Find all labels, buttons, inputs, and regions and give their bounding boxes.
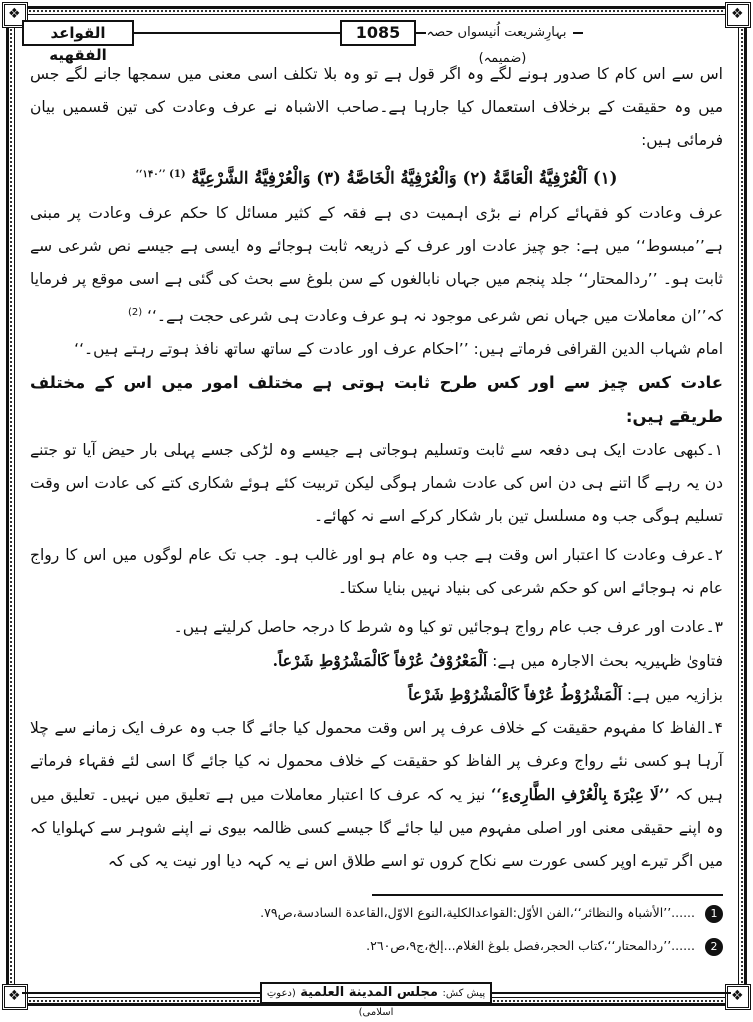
quote-arabic: اَلْمَشْرُوْطُ عُرْفاً كَالْمَشْرُوْطِ شَرْعاً: [408, 684, 622, 704]
footnote-number: 1: [705, 905, 723, 923]
footnote: [60, 903, 723, 923]
list-item-text: نیز یہ کہ عرف کا اعتبار معاملات میں ہے تعلیق میں نہیں۔ تعلیق میں وہ اپنے حقیقی معنی اور اصلی مفہوم میں لیا جائے گا جیسے کسی ظالمہ بیوی نے اپنے شوہر سے کہلوایا کہ میں اگر تیرے اوپر کسی عورت سے نکاح کروں تو اسے طلاق اس نے یہ کہہ دیا اور نیت یہ کی کہ: [30, 785, 723, 870]
list-item: [30, 712, 723, 878]
footnote-text: ......’’الأشباہ والنظائر‘‘،الفن الأوّل:القواعدالکلیة،النوع الاوّل،القاعدة السادسة،ص٧٩.: [260, 905, 696, 920]
quote-arabic: ’’لَا عِبْرَةَ بِالْعُرْفِ الطَّارِیءِ‘‘: [490, 784, 670, 804]
publisher-sub: (دعوتِ اسلامی): [266, 988, 394, 1018]
paragraph-importance-text: عرف وعادت کو فقہائے کرام نے بڑی اہمیت دی ہے فقہ کے کثیر مسائل کا حکم عرف وعادت پر مبنی ہے’’مبسوط‘‘ میں ہے: جو چیز عادت اور عرف کے ذریعہ ثابت ہوجائے وہ ایسی ہے جیسے نص شرعی سے ثابت ہو۔ ’’ردالمحتار‘‘ جلد پنجم میں جہاں نابالغوں کے سن بلوغ سے بحث کی گئی ہے اسی موقع پر فرمایا کہ’’ان معاملات میں جہاں نص شرعی موجود نہ ہو عرف وعادت ہی شرعی حجت ہے۔‘‘: [30, 203, 723, 325]
page-body: [30, 58, 723, 878]
section-title: القواعد الفقهیه: [22, 20, 134, 46]
header-rule: [134, 32, 340, 34]
page-number: 1085: [340, 20, 416, 46]
page-header: [22, 20, 731, 66]
list-item: ۱۔کبھی عادت ایک ہی دفعہ سے ثابت وتسلیم ہوجاتی ہے جیسے وہ لڑکی جسے پہلی بار حیض آیا تو جتنے دن یہ رہے گا اتنے ہی دن اس کی عادت شمار ہوگی لیکن تربیت کئے ہوئے شکاری کتے کی عادت اس وقت تسلیم ہوگی جب وہ مسلسل تین بار شکار کرکے اسے نہ کھائے۔: [30, 440, 723, 525]
footnote: [60, 936, 723, 956]
footnote-text: ......’’ردالمحتار‘‘،کتاب الحجر،فصل بلوغ الغلام...إلخ،ج٩،ص٢٦٠.: [366, 938, 696, 953]
quote-bazazia: [30, 678, 723, 712]
paragraph-qarafi: امام شہاب الدین القرافی فرماتے ہیں: ’’احکام عرف اور عادت کے ساتھ ساتھ نافذ ہوتے رہتے ہیں۔‘‘: [74, 339, 723, 358]
section-heading: عادت کس چیز سے اور کس طرح ثابت ہوتی ہے مختلف امور میں اس کے مختلف طریقے ہیں:: [30, 372, 723, 426]
footnote-divider: [372, 894, 723, 896]
presenter-label: پیش کش:: [442, 988, 486, 999]
list-item: ۳۔عادت اور عرف جب عام رواج ہوجائیں تو کیا وہ شرط کا درجہ حاصل کرلیتے ہیں۔: [173, 617, 723, 636]
paragraph-importance: [30, 197, 723, 333]
book-title-wrap: [416, 20, 583, 66]
publisher-box: [260, 982, 492, 1018]
paragraph-intro: اس سے اس کام کا صدور ہونے لگے وہ اگر قول ہے تو وہ بلا تکلف اسی معنی میں سمجھا جانے لگے جس میں وہ حقیقت کے برخلاف استعمال کیا جارہا ہے۔صاحب الاشباہ نے عرف وعادت کی تین قسمیں بیان فرمائی ہیں:: [30, 65, 723, 149]
footnote-number: 2: [705, 938, 723, 956]
footnote-ref: (2): [127, 306, 143, 318]
quote-label: بزازیہ میں ہے:: [626, 685, 723, 704]
page-footer: [22, 982, 731, 1018]
book-title: بہارِشریعت اُنیسواں حصہ (ضمیمہ): [426, 25, 572, 66]
quote-label: فتاویٰ ظہیریہ بحث الاجارہ میں ہے:: [492, 651, 723, 670]
list-item-text: ۴۔الفاظ کا مفہوم حقیقت کے خلاف عرف پر اس وقت محمول کیا جائے گا جب وہ عرف ایک زمانے سے چلا آرہا ہو کسی نئے رواج وعرف پر الفاظ کو حقیقت کے خلاف محمول نہ کیا جائے گا اسی لئے فقہاء فرماتے ہیں کہ: [30, 718, 723, 804]
publisher-name: مجلس المدینة العلمیة: [300, 985, 438, 1000]
arabic-types-line: [30, 157, 723, 197]
quote-arabic: اَلْمَعْرُوْفُ عُرْفاً كَالْمَشْرُوْطِ شَرْعاً.: [272, 650, 488, 670]
arabic-types: (۱) اَلْعُرْفِيَّةُ الْعَامَّةُ (۲) وَالْعُرْفِيَّةُ الْخَاصَّةُ (۳) وَالْعُرْفِيَّةُ الشَّرْعِيَّةُ: [191, 168, 618, 188]
quote-fatawa: [30, 644, 723, 678]
list-item: ۲۔عرف وعادت کا اعتبار اس وقت ہے جب وہ عام ہو اور غالب ہو۔ جب تک عام لوگوں میں اس کا رواج عام نہ ہوجائے اس کو حکم شرعی کی بنیاد نہیں بنایا سکتا۔: [30, 545, 723, 597]
footnote-ref: (1) ’’۱۴۰‘‘: [135, 169, 186, 180]
